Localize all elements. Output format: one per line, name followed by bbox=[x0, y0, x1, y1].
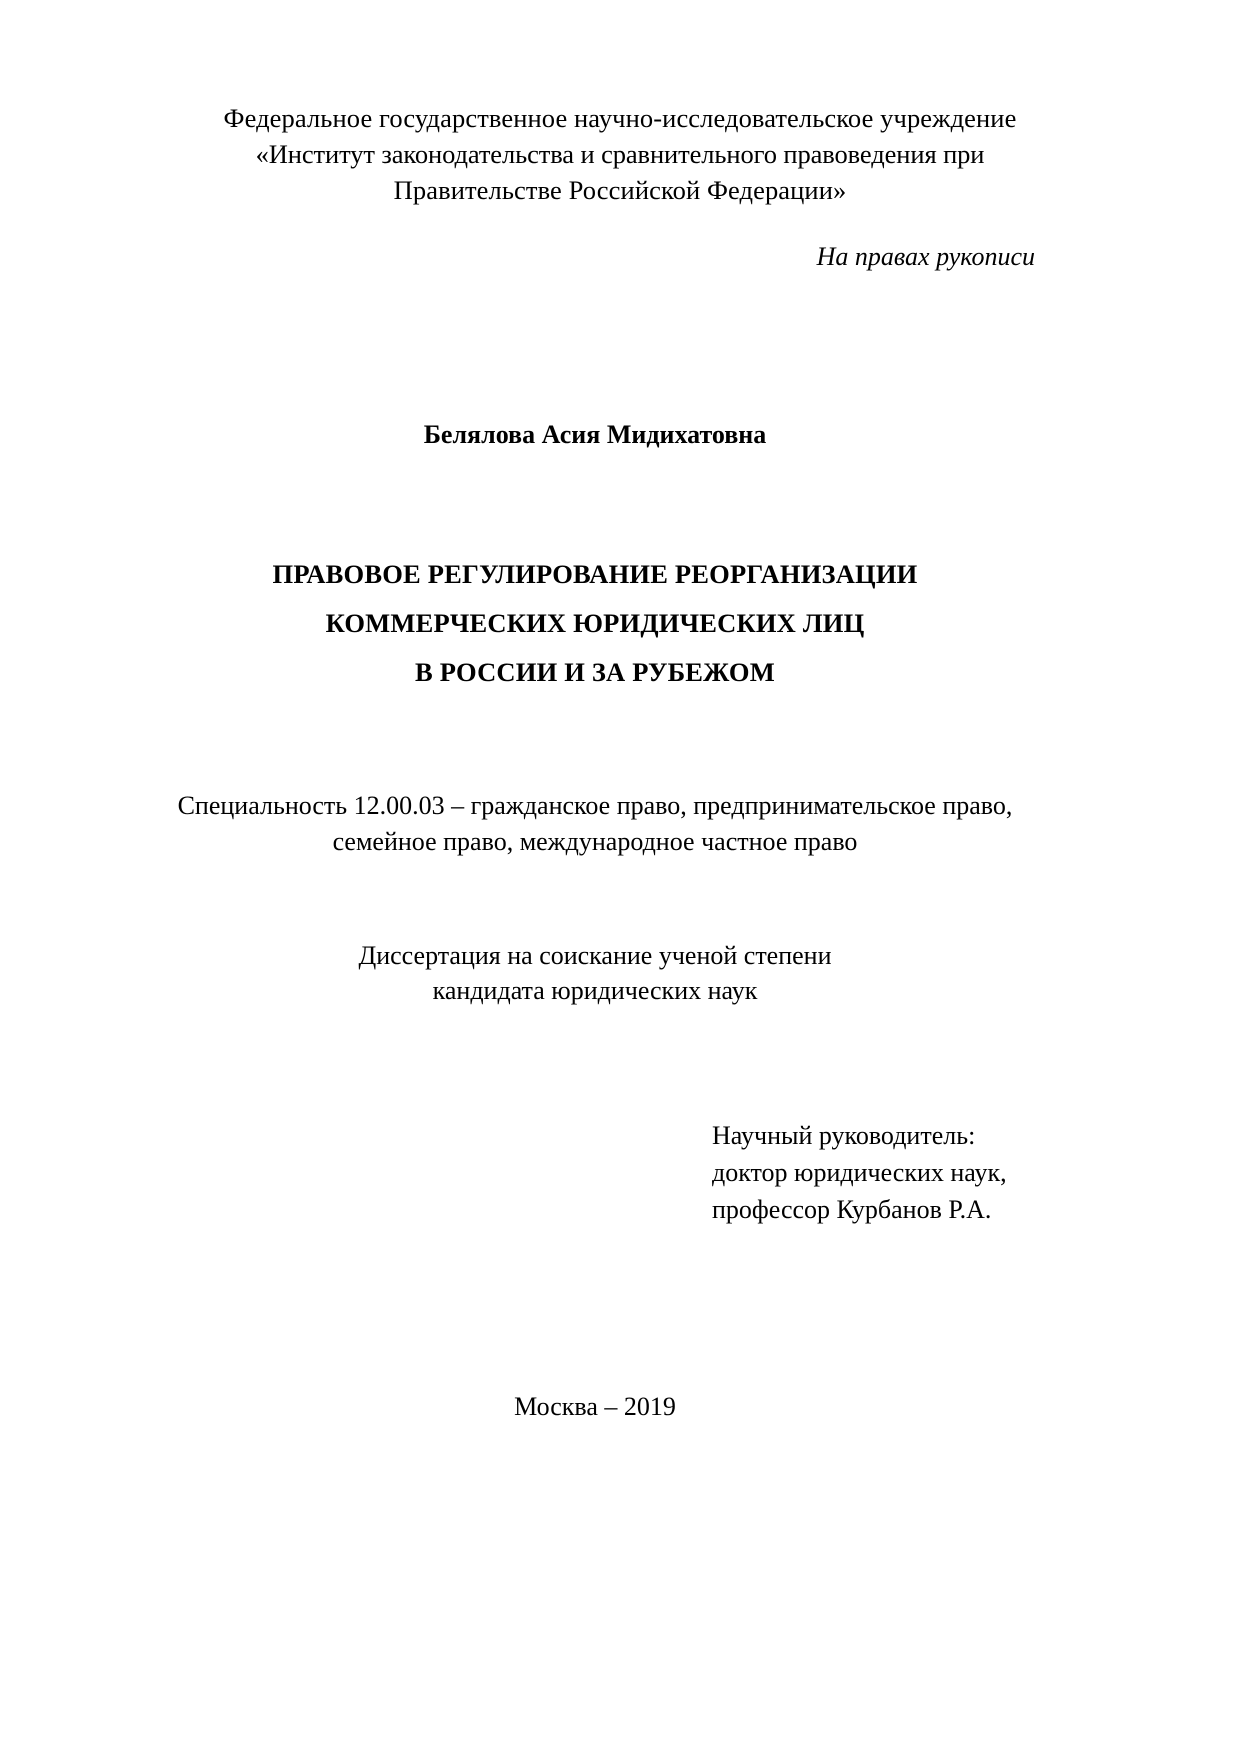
supervisor-degree: доктор юридических наук, bbox=[712, 1158, 1007, 1187]
degree-line-1: Диссертация на соискание ученой степени bbox=[358, 941, 832, 970]
title-line-1: ПРАВОВОЕ РЕГУЛИРОВАНИЕ РЕОРГАНИЗАЦИИ bbox=[272, 559, 918, 589]
title-line-3: В РОССИИ И ЗА РУБЕЖОМ bbox=[415, 657, 775, 687]
institution-block bbox=[186, 100, 1054, 208]
supervisor-label: Научный руководитель: bbox=[712, 1121, 976, 1150]
place-and-year: Москва – 2019 bbox=[514, 1392, 676, 1421]
institution-line-1: Федеральное государственное научно-исследовательское учреждение bbox=[223, 103, 1017, 133]
specialty-line-2: семейное право, международное частное право bbox=[332, 827, 858, 856]
specialty-line-1: Специальность 12.00.03 – гражданское право, предпринимательское право, bbox=[177, 791, 1013, 820]
specialty-block bbox=[0, 788, 1190, 860]
author-name: Белялова Асия Мидихатовна bbox=[423, 420, 767, 449]
institution-line-2: «Институт законодательства и сравнительного правоведения при bbox=[255, 139, 985, 169]
dissertation-title bbox=[0, 550, 1190, 697]
institution-line-3: Правительстве Российской Федерации» bbox=[393, 175, 847, 205]
degree-block bbox=[0, 938, 1190, 1008]
degree-line-2: кандидата юридических наук bbox=[432, 976, 758, 1005]
manuscript-note: На правах рукописи bbox=[816, 242, 1035, 271]
supervisor-name: профессор Курбанов Р.А. bbox=[712, 1195, 992, 1224]
title-line-2: КОММЕРЧЕСКИХ ЮРИДИЧЕСКИХ ЛИЦ bbox=[325, 608, 865, 638]
supervisor-block bbox=[712, 1117, 1132, 1228]
